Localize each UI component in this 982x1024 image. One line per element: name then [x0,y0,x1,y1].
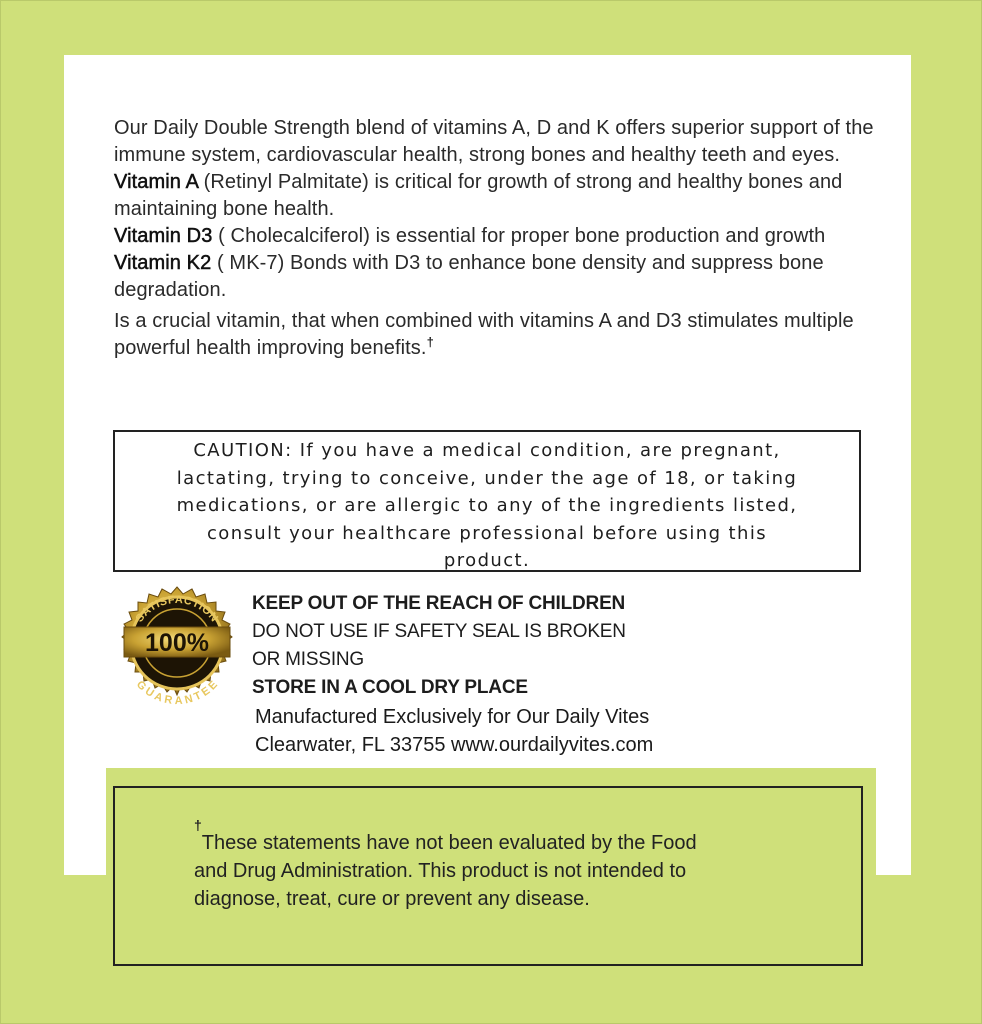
disclaimer-line1-text: These statements have not been evaluated by the Food [201,832,697,854]
vitamin-k2-text: ( MK-7) Bonds with D3 to enhance bone density and suppress bone degradation. [114,252,824,301]
benefits-text: Is a crucial vitamin, that when combined with vitamins A and D3 stimulates multiple powerful health improving benefits. [114,310,854,359]
satisfaction-guarantee-seal-icon [112,585,242,707]
benefits-paragraph [114,308,884,362]
disclaimer-dagger: † [194,817,202,833]
seal-center-text: 100% [145,629,209,657]
vitamin-a-text: (Retinyl Palmitate) is critical for growth of strong and healthy bones and maintaining bone health. [114,171,843,220]
manufacturer-info [255,703,653,759]
vitamin-d3-text: ( Cholecalciferol) is essential for proper bone production and growth [212,225,826,247]
disclaimer-line2: and Drug Administration. This product is not intended to [194,860,687,882]
warnings-block [252,590,626,702]
fda-disclaimer [194,817,814,913]
safety-seal-warning-line2: OR MISSING [252,649,365,670]
storage-instruction: STORE IN A COOL DRY PLACE [252,677,528,698]
safety-seal-warning-line1: DO NOT USE IF SAFETY SEAL IS BROKEN [252,621,626,642]
intro-paragraph: Our Daily Double Strength blend of vitamins A, D and K offers superior support of the immune system, cardiovascular health, strong bones and healthy teeth and eyes. [114,117,874,166]
vitamin-k2-paragraph [114,250,884,304]
caution-line: consult your healthcare professional before using this [206,522,767,544]
caution-line: medications, or are allergic to any of the ingredients listed, [176,495,798,516]
vitamin-d3-paragraph [114,223,884,250]
disclaimer-line3: diagnose, treat, cure or prevent any disease. [194,888,590,910]
caution-line: lactating, trying to conceive, under the age of 18, or taking [176,467,798,489]
manufacturer-line2: Clearwater, FL 33755 www.ourdailyvites.com [255,734,654,756]
dagger-mark: † [426,334,434,350]
seal-bottom-text: GUARANTEE [133,678,221,707]
vitamin-k2-name: Vitamin K2 [114,252,212,274]
manufacturer-line1: Manufactured Exclusively for Our Daily Vites [255,706,650,728]
caution-box [113,430,861,572]
product-description [114,115,884,362]
seal-top-text: SATISFACTION [133,593,221,625]
vitamin-a-name: Vitamin A [114,171,198,193]
keep-out-warning: KEEP OUT OF THE REACH OF CHILDREN [252,593,626,614]
caution-line: CAUTION: If you have a medical condition, are pregnant, [193,440,781,461]
vitamin-a-paragraph [114,169,884,223]
caution-line: product. [443,550,531,571]
vitamin-d3-name: Vitamin D3 [114,225,213,247]
disclaimer-line1 [194,817,814,857]
